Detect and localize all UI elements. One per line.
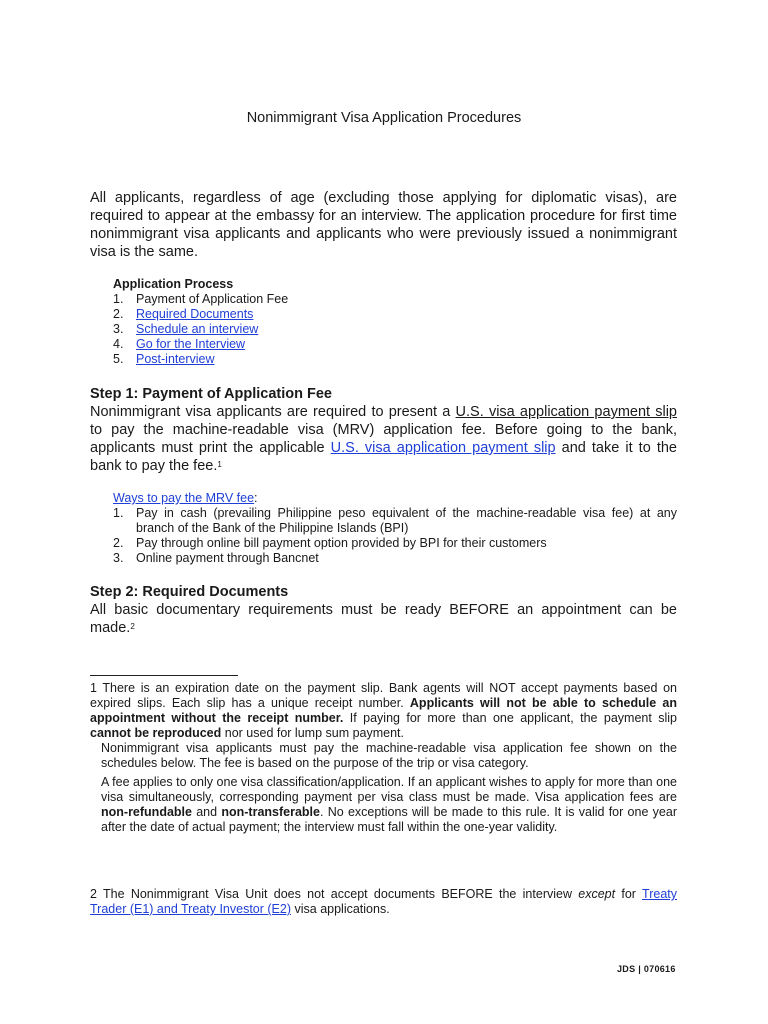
application-process-heading: Application Process: [113, 277, 234, 291]
ways-number: 3.: [113, 551, 124, 565]
footnote-2: [90, 887, 677, 917]
step-number: 1.: [113, 292, 124, 306]
step-number: 3.: [113, 322, 124, 336]
footnote-ref-2[interactable]: 2: [130, 622, 135, 631]
link-schedule-interview[interactable]: Schedule an interview: [136, 322, 259, 336]
step2-heading: Step 2: Required Documents: [90, 584, 289, 600]
footnote-1-text: There is an expiration date on the payment slip. Bank agents will NOT accept payments based on expired slips. Each slip has a unique receipt number.: [90, 681, 677, 710]
footnote-separator: [90, 675, 238, 676]
ways-item: [113, 551, 677, 566]
ways-to-pay-section: [113, 491, 677, 566]
footnote-2-text: The Nonimmigrant Visa Unit does not accept documents BEFORE the interview: [96, 887, 579, 901]
payment-slip-link[interactable]: U.S. visa application payment slip: [330, 440, 556, 456]
footnote-1-text: . No exceptions will be made to this rule. It is valid for one year after the date of actual payment; the interview must fall within the one-year validity.: [101, 805, 677, 834]
footnote-2-italic: except: [578, 887, 616, 901]
footnote-1-bold-receipt: Applicants will not be able to schedule an appointment without the receipt number.: [90, 696, 677, 725]
intro-paragraph: All applicants, regardless of age (excluding those applying for diplomatic visas), are required to appear at the embassy for an interview. The application procedure for first time nonimmigrant visa applicants and applicants who were previously issued a nonimmigrant visa is the same.: [90, 190, 677, 260]
footnote-1-bold-nontransferable: non-transferable: [221, 805, 320, 819]
step1-text-c: and take it to the bank to pay the fee.: [90, 440, 677, 474]
step1-heading: Step 1: Payment of Application Fee: [90, 386, 332, 402]
ways-to-pay-link[interactable]: Ways to pay the MRV fee: [113, 491, 255, 505]
ways-item: [113, 506, 677, 536]
page-footer: JDS | 070616: [617, 964, 676, 974]
ways-colon: :: [254, 491, 258, 505]
process-step: [113, 292, 288, 307]
step2-paragraph: [90, 601, 677, 637]
step-label-payment: Payment of Application Fee: [136, 292, 289, 306]
footnote-2-text: visa applications.: [291, 902, 390, 916]
ways-item: [113, 536, 677, 551]
footnote-1-para-2: Nonimmigrant visa applicants must pay the machine-readable visa application fee shown on the schedules below. The fee is based on the purpose of the trip or visa category.: [101, 741, 677, 770]
step1-text-b: to pay the machine-readable visa (MRV) application fee. Before going to the bank, applicants must print the applicable: [90, 422, 677, 456]
footnote-1-text: and: [191, 805, 222, 819]
footnote-ref-1[interactable]: 1: [217, 460, 222, 469]
footnote-1-text: A fee applies to only one visa classification/application. If an applicant wishes to apply for more than one visa simultaneously, corresponding payment per visa class must be made. Visa application fees are: [101, 775, 677, 804]
footnote-1-para-3: [90, 775, 677, 835]
ways-text-bancnet: Online payment through Bancnet: [136, 551, 319, 565]
link-required-documents[interactable]: Required Documents: [136, 307, 254, 321]
step-number: 5.: [113, 352, 124, 366]
footnote-2-number: 2: [90, 887, 97, 901]
process-step: [113, 337, 288, 352]
ways-text-cash: Pay in cash (prevailing Philippine peso equivalent of the machine-readable visa fee) at any branch of the Bank of the Philippine Islands (BPI): [136, 506, 677, 535]
link-post-interview[interactable]: Post-interview: [136, 352, 215, 366]
footnote-2-para: [90, 887, 677, 917]
ways-heading: [113, 491, 677, 506]
process-step: [113, 307, 288, 322]
step1-text-a: Nonimmigrant visa applicants are required to present a: [90, 404, 456, 420]
footnote-1-bold-reproduced: cannot be reproduced: [90, 726, 222, 740]
footnote-1-text: nor used for lump sum payment.: [221, 726, 405, 740]
footnote-1-number: 1: [90, 681, 97, 695]
link-go-for-interview[interactable]: Go for the Interview: [136, 337, 246, 351]
footnote-1-bold-nonrefundable: non-refundable: [101, 805, 192, 819]
payment-slip-label: U.S. visa application payment slip: [455, 404, 677, 420]
step-number: 2.: [113, 307, 124, 321]
page-title: Nonimmigrant Visa Application Procedures: [246, 110, 522, 126]
step-number: 4.: [113, 337, 124, 351]
step1-paragraph: [90, 403, 677, 475]
treaty-trader-investor-link[interactable]: Treaty Trader (E1) and Treaty Investor (E2): [90, 887, 677, 916]
footnote-1: [90, 681, 677, 835]
step2-text: All basic documentary requirements must be ready BEFORE an appointment can be made.: [90, 602, 677, 636]
footnote-1-para-1: [90, 681, 677, 741]
application-process-list: [113, 277, 288, 367]
ways-number: 1.: [113, 506, 124, 520]
process-step: [113, 322, 288, 337]
process-steps: [113, 292, 288, 367]
ways-number: 2.: [113, 536, 124, 550]
footnote-2-text: for: [615, 887, 643, 901]
ways-list: [113, 506, 677, 566]
process-step: [113, 352, 288, 367]
footnote-1-text: If paying for more than one applicant, the payment slip: [343, 711, 677, 725]
ways-text-online-bill: Pay through online bill payment option provided by BPI for their customers: [136, 536, 547, 550]
